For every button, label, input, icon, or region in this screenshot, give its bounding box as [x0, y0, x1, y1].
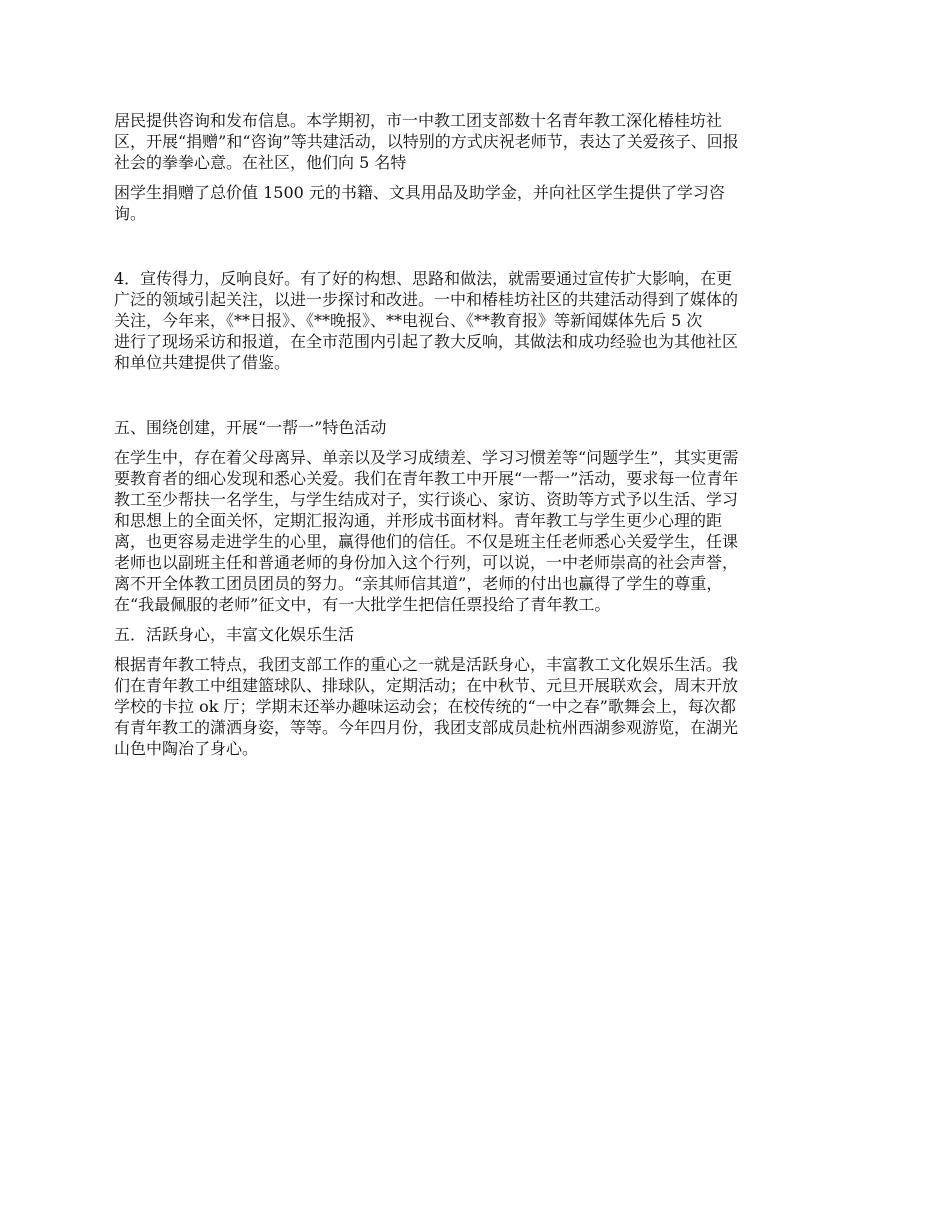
text-line: 广泛的领域引起关注，以进一步探讨和改进。一中和椿桂坊社区的共建活动得到了媒体的 — [114, 290, 739, 309]
text-line: 学校的卡拉 ok 厅；学期末还举办趣味运动会；在校传统的“一中之春”歌舞会上，每次都 — [114, 697, 736, 716]
text-line: 和单位共建提供了借鉴。 — [114, 353, 291, 372]
text-line: 在学生中，存在着父母离异、单亲以及学习成绩差、学习习惯差等“问题学生”，其实更需 — [114, 448, 739, 467]
text-line: 教工至少帮扶一名学生，与学生结成对子，实行谈心、家访、资助等方式予以生活、学习 — [114, 490, 739, 509]
text-line: 山色中陶冶了身心。 — [114, 739, 259, 758]
text-line: 困学生捐赠了总价值 1500 元的书籍、文具用品及助学金，并向社区学生提供了学习咨 — [114, 183, 725, 202]
document-page — [114, 110, 844, 759]
text-line: 在“我最佩服的老师”征文中，有一大批学生把信任票投给了青年教工。 — [114, 595, 611, 614]
text-line: 和思想上的全面关怀，定期汇报沟通，并形成书面材料。青年教工与学生更少心理的距 — [114, 511, 723, 530]
text-line: 关注，今年来，《**日报》、《**晚报》、**电视台、《**教育报》等新闻媒体先后 5 次 — [114, 311, 703, 330]
paragraph-one-help-one — [114, 447, 844, 615]
section-heading-recreation — [114, 624, 844, 645]
text-line: 4．宣传得力，反响良好。有了好的构想、思路和做法，就需要通过宣传扩大影响，在更 — [114, 269, 733, 288]
text-line: 离，也更容易走进学生的心里，赢得他们的信任。不仅是班主任老师悉心关爱学生，任课 — [114, 532, 739, 551]
text-line: 要教育者的细心发现和悉心关爱。我们在青年教工中开展“一帮一”活动，要求每一位青年 — [114, 469, 739, 488]
text-line: 居民提供咨询和发布信息。本学期初，市一中教工团支部数十名青年教工深化椿桂坊社 — [114, 111, 723, 130]
text-line: 进行了现场采访和报道，在全市范围内引起了教大反响，其做法和成功经验也为其他社区 — [114, 332, 739, 351]
paragraph-publicity — [114, 268, 844, 373]
heading-text: 五、围绕创建，开展“一帮一”特色活动 — [114, 418, 387, 437]
text-line: 有青年教工的潇洒身姿，等等。今年四月份，我团支部成员赴杭州西湖参观游览，在湖光 — [114, 718, 739, 737]
text-line: 区，开展“捐赠”和“咨询”等共建活动，以特别的方式庆祝老师节，表达了关爱孩子、回报 — [114, 132, 739, 151]
paragraph-donation — [114, 182, 844, 224]
text-line: 社会的拳拳心意。在社区，他们向 5 名特 — [114, 153, 407, 172]
section-heading-one-help-one — [114, 417, 844, 438]
text-line: 离不开全体教工团员团员的努力。“亲其师信其道”，老师的付出也赢得了学生的尊重， — [114, 574, 723, 593]
paragraph-community-service — [114, 110, 844, 173]
text-line: 询。 — [114, 204, 147, 223]
paragraph-recreation — [114, 654, 844, 759]
text-line: 根据青年教工特点，我团支部工作的重心之一就是活跃身心，丰富教工文化娱乐生活。我 — [114, 655, 739, 674]
text-line: 老师也以副班主任和普通老师的身份加入这个行列，可以说，一中老师崇高的社会声誉， — [114, 553, 739, 572]
heading-text: 五．活跃身心，丰富文化娱乐生活 — [114, 625, 355, 644]
text-line: 们在青年教工中组建篮球队、排球队，定期活动；在中秋节、元旦开展联欢会，周末开放 — [114, 676, 739, 695]
